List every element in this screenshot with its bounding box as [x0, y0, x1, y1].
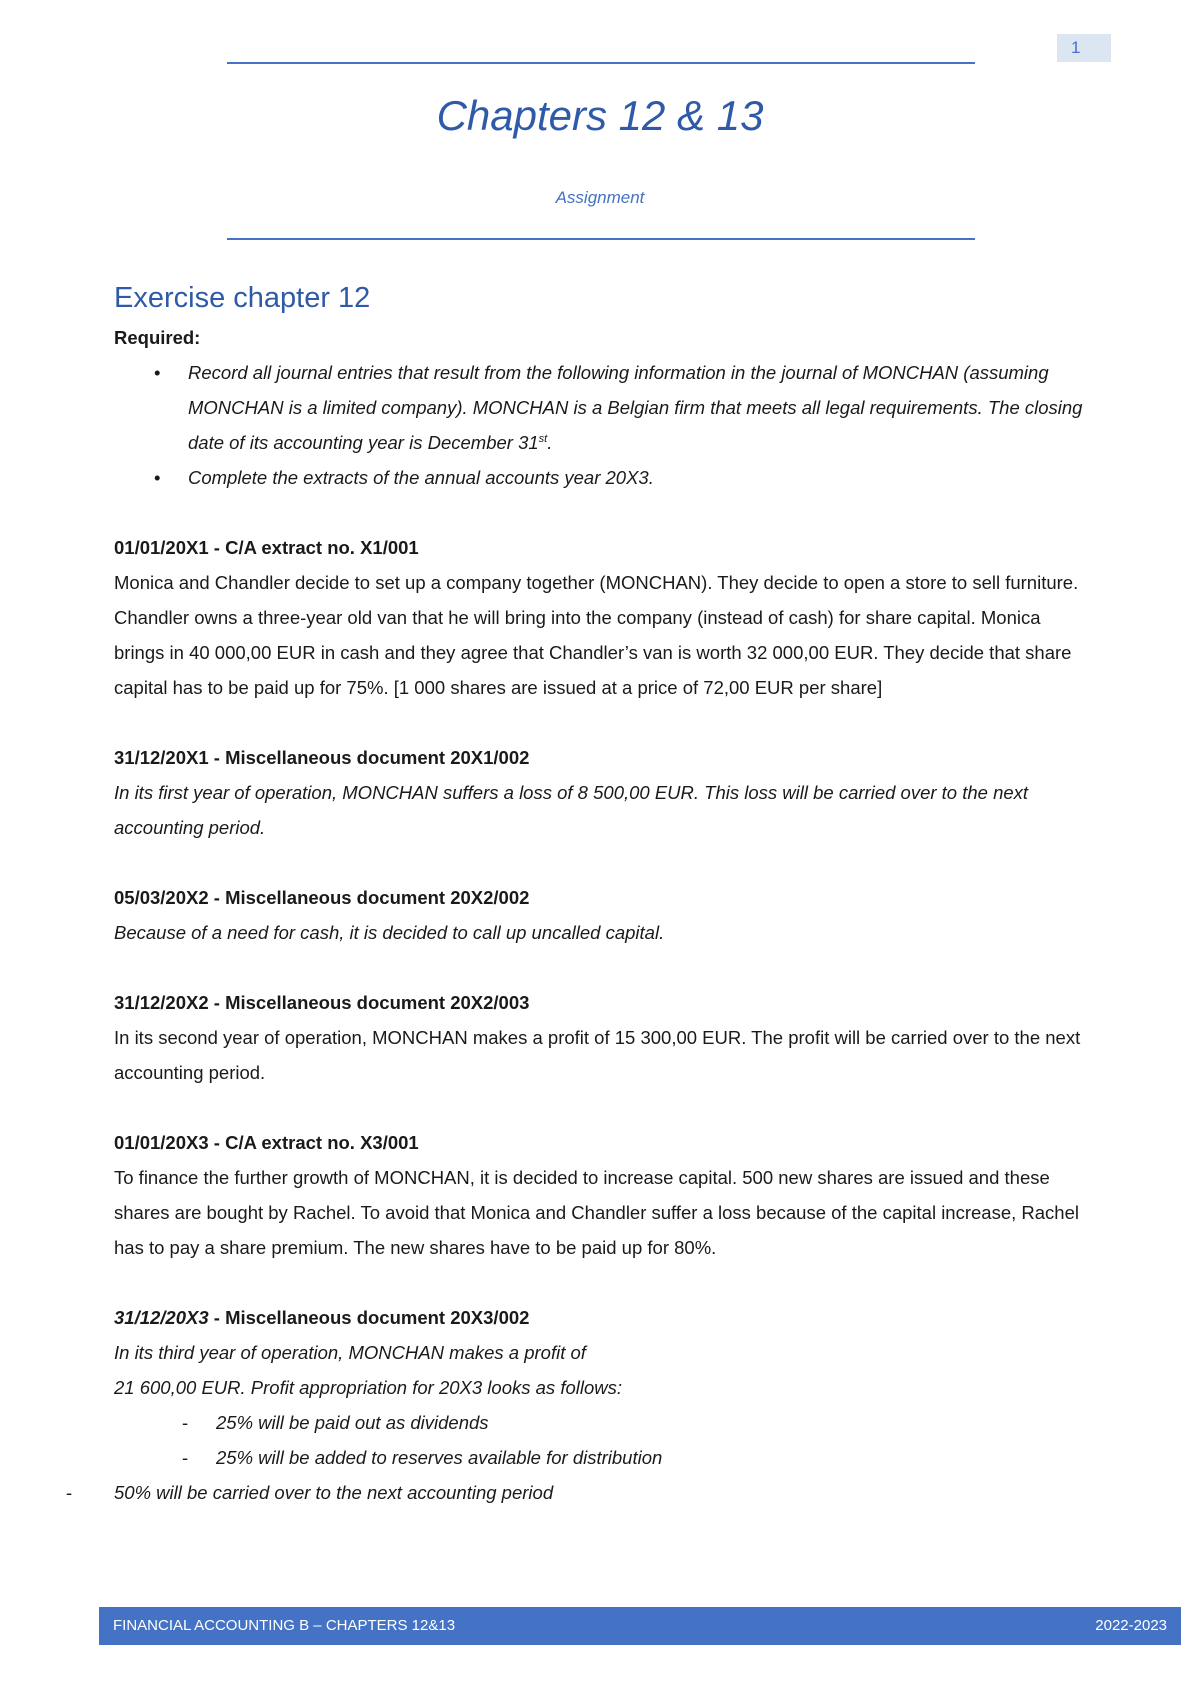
list-item [114, 1440, 1094, 1475]
entry-heading: 31/12/20X1 - Miscellaneous document 20X1/002 [114, 747, 530, 768]
entry-paragraph: Monica and Chandler decide to set up a company together (MONCHAN). They decide to open a store to sell furniture. [114, 572, 1079, 593]
entry-heading: 05/03/20X2 - Miscellaneous document 20X2/002 [114, 887, 530, 908]
entry-paragraph: Chandler owns a three-year old van that he will bring into the company (instead of cash) for share capital. Monica brings in 40 000,00 EUR in cash and they agree that Chandler’s van is worth 32 000,00 EUR. They decide that share capital has to be paid up for 75%. [1 000 shares are issued at a price of 72,00 EUR per share] [114, 607, 1072, 698]
list-item [114, 355, 1094, 460]
bullet-text: Complete the extracts of the annual accounts year 20X3. [188, 467, 654, 488]
footer-course-title: FINANCIAL ACCOUNTING B – CHAPTERS 12&13 [113, 1617, 456, 1634]
entry-heading-rest: - Miscellaneous document 20X3/002 [208, 1307, 530, 1328]
page-number: 1 [1057, 34, 1111, 62]
entry-heading-date: 31/12/20X3 [114, 1307, 209, 1328]
requirements-list [114, 355, 1094, 495]
entry-heading: 01/01/20X1 - C/A extract no. X1/001 [114, 537, 419, 558]
footer-bar [99, 1607, 1181, 1645]
bullet-icon: • [154, 467, 161, 488]
list-item [66, 1475, 1094, 1510]
appropriation-text: 25% will be paid out as dividends [216, 1412, 489, 1433]
title-bottom-rule [227, 238, 975, 240]
required-label: Required: [114, 327, 201, 348]
entry-paragraph: In its third year of operation, MONCHAN makes a profit of [114, 1342, 586, 1363]
list-item [114, 1405, 1094, 1440]
appropriation-text: 50% will be carried over to the next accounting period [114, 1482, 554, 1503]
appropriation-text: 25% will be added to reserves available for distribution [216, 1447, 663, 1468]
document-title: Chapters 12 & 13 [436, 92, 764, 139]
dash-icon: - [66, 1482, 73, 1503]
entry-paragraph: In its second year of operation, MONCHAN makes a profit of 15 300,00 EUR. The profit will be carried over to the next accounting period. [114, 1027, 1081, 1083]
title-top-rule [227, 62, 975, 64]
bullet-icon: • [154, 362, 161, 383]
superscript-st: st [538, 432, 548, 445]
entry-heading: 01/01/20X3 - C/A extract no. X3/001 [114, 1132, 419, 1153]
appropriation-list [114, 1405, 1094, 1475]
entry-paragraph: To finance the further growth of MONCHAN, it is decided to increase capital. 500 new shares are issued and these shares are bought by Rachel. To avoid that Monica and Chandler suffer a loss because of the capital increase, Rachel has to pay a share premium. The new shares have to be paid up for 80%. [114, 1167, 1079, 1258]
entry-paragraph: 21 600,00 EUR. Profit appropriation for 20X3 looks as follows: [114, 1377, 623, 1398]
document-body [66, 276, 1094, 1510]
bullet-text: Record all journal entries that result from the following information in the journal of MONCHAN (assuming MONCHAN is a limited company). MONCHAN is a Belgian firm that meets all legal requirements. The closing date of its accounting year is December 31 [188, 362, 1083, 453]
dash-icon: - [182, 1412, 189, 1433]
entry-heading [114, 1300, 1094, 1335]
document-subtitle: Assignment [555, 188, 645, 207]
list-item [114, 460, 1094, 495]
footer-year: 2022-2023 [1095, 1617, 1167, 1634]
entry-paragraph: Because of a need for cash, it is decided to call up uncalled capital. [114, 922, 665, 943]
section-heading: Exercise chapter 12 [114, 282, 371, 314]
bullet-tail: . [547, 432, 553, 453]
dash-icon: - [182, 1447, 189, 1468]
entry-paragraph: In its first year of operation, MONCHAN suffers a loss of 8 500,00 EUR. This loss will be carried over to the next accounting period. [114, 782, 1029, 838]
entry-heading: 31/12/20X2 - Miscellaneous document 20X2/003 [114, 992, 530, 1013]
